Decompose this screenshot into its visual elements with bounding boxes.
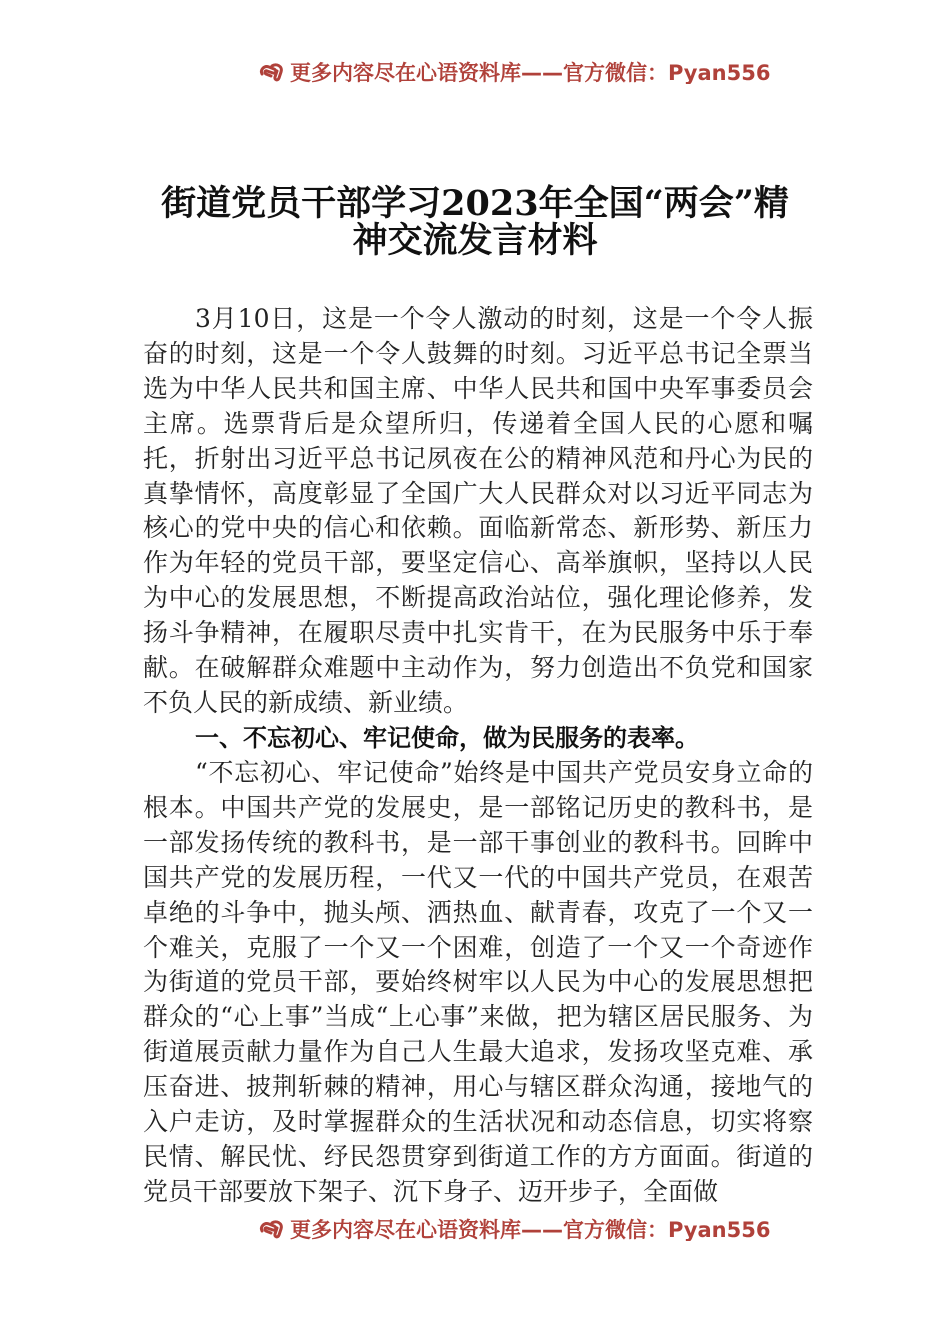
red-chain-logo-icon [258, 1217, 286, 1241]
watermark-banner-top [0, 50, 950, 84]
watermark-banner-bottom [0, 1207, 950, 1241]
watermark-text: 更多内容尽在心语资料库——官方微信：Pyan556 [290, 61, 771, 84]
red-chain-logo-icon [258, 60, 286, 84]
document-title-line-2: 神交流发言材料 [352, 220, 598, 261]
section-heading-1: 一、不忘初心、牢记使命，做为民服务的表率。 [195, 724, 699, 752]
paragraph-section-1: “不忘初心、牢记使命”始终是中国共产党员安身立命的根本。中国共产党的发展史，是一部铭记历史的教科书，是一部发扬传统的教科书，是一部干事创业的教科书。回眸中国共产党的发展历程，一代又一代的中国共产党员，在艰苦卓绝的斗争中，抛头颅、洒热血、献青春，攻克了一个又一个难关，克服了一个又一个困难，创造了一个又一个奇迹作为街道的党员干部，要始终树牢以人民为中心的发展思想把群众的“心上事”当成“上心事”来做，把为辖区居民服务、为街道展贡献力量作为自己人生最大追求，发扬攻坚克难、承压奋进、披荆斩棘的精神，用心与辖区群众沟通，接地气的入户走访，及时掌握群众的生活状况和动态信息，切实将察民情、解民忧、纾民怨贯穿到街道工作的方方面面。街道的党员干部要放下架子、沉下身子、迈开步子，全面做 [143, 758, 813, 1206]
document-title-line-1: 街道党员干部学习2023年全国“两会”精 [161, 183, 789, 224]
watermark-text: 更多内容尽在心语资料库——官方微信：Pyan556 [290, 1218, 771, 1241]
paragraph-intro: 3月10日，这是一个令人激动的时刻，这是一个令人振奋的时刻，这是一个令人鼓舞的时刻。习近平总书记全票当选为中华人民共和国主席、中华人民共和国中央军事委员会主席。选票背后是众望所归，传递着全国人民的心愿和嘱托，折射出习近平总书记夙夜在公的精神风范和丹心为民的真挚情怀，高度彰显了全国广大人民群众对以习近平同志为核心的党中央的信心和依赖。面临新常态、新形势、新压力作为年轻的党员干部，要坚定信心、高举旗帜，坚持以人民为中心的发展思想，不断提高政治站位，强化理论修养，发扬斗争精神，在履职尽责中扎实肯干，在为民服务中乐于奉献。在破解群众难题中主动作为，努力创造出不负党和国家不负人民的新成绩、新业绩。 [143, 304, 813, 717]
